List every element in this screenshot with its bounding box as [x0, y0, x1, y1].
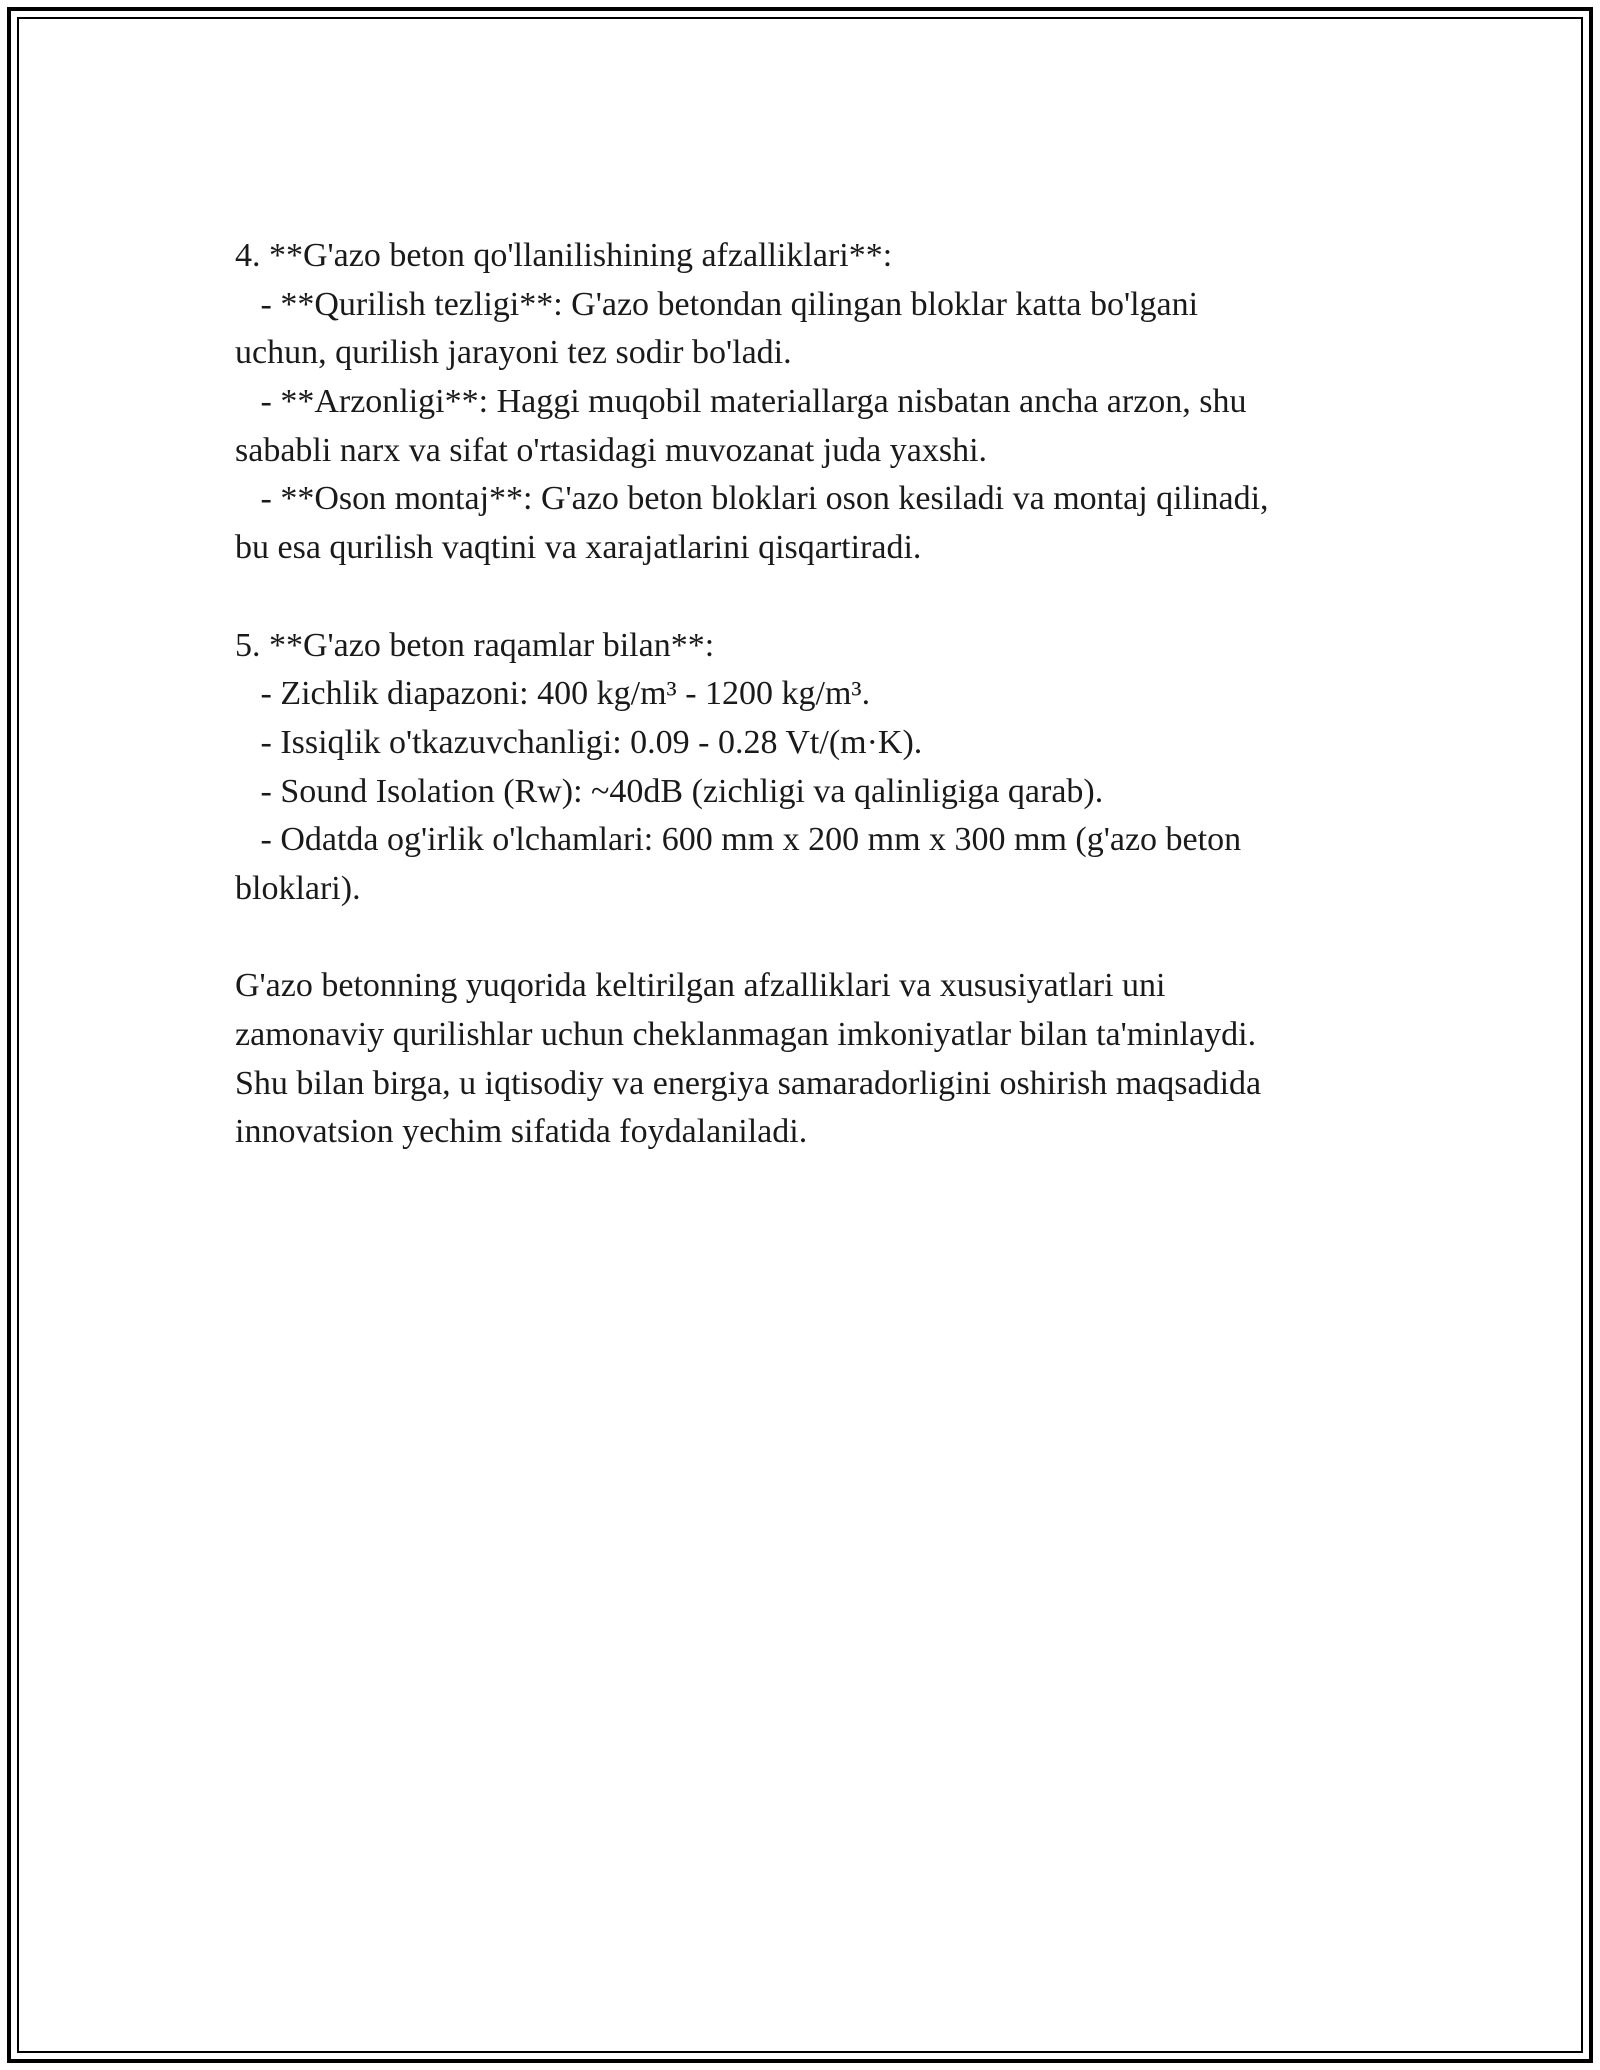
conclusion-line-2: zamonaviy qurilishlar uchun cheklanmagan imkoniyatlar bilan ta'minlaydi.	[235, 1016, 1257, 1053]
conclusion-line-4: innovatsion yechim sifatida foydalaniladi.	[235, 1113, 808, 1151]
section-4-item-3-line-2: bu esa qurilish vaqtini va xarajatlarini qisqartiradi.	[235, 529, 922, 567]
section-5-item-4-line-1: - Odatda og'irlik o'lchamlari: 600 mm x 200 mm x 300 mm (g'azo beton	[235, 821, 1242, 859]
conclusion-line-1: G'azo betonning yuqorida keltirilgan afzalliklari va xususiyatlari uni	[235, 967, 1166, 1005]
section-4-heading: 4. **G'azo beton qo'llanilishining afzalliklari**:	[235, 237, 893, 274]
section-4-item-2-line-2: sababli narx va sifat o'rtasidagi muvozanat juda yaxshi.	[235, 431, 988, 469]
section-4-item-2-line-1: - **Arzonligi**: Haggi muqobil materiallarga nisbatan ancha arzon, shu	[235, 383, 1247, 421]
section-4-item-3-line-1: - **Oson montaj**: G'azo beton bloklari oson kesiladi va montaj qilinadi,	[235, 480, 1269, 518]
paragraph-gap	[235, 573, 1380, 622]
conclusion-paragraph	[235, 962, 1380, 1157]
section-5-item-2: - Issiqlik o'tkazuvchanligi: 0.09 - 0.28 Vt/(m·K).	[235, 723, 923, 761]
conclusion-line-3: Shu bilan birga, u iqtisodiy va energiya samaradorligini oshirish maqsadida	[235, 1064, 1262, 1102]
section-4-item-1-line-2: uchun, qurilish jarayoni tez sodir bo'ladi.	[235, 334, 792, 372]
paragraph-gap	[235, 914, 1380, 963]
section-5-item-3: - Sound Isolation (Rw): ~40dB (zichligi va qalinligiga qarab).	[235, 772, 1104, 810]
section-5-item-4-line-2: bloklari).	[235, 869, 361, 907]
section-5-item-1: - Zichlik diapazoni: 400 kg/m³ - 1200 kg/m³.	[235, 675, 871, 713]
section-5-heading: 5. **G'azo beton raqamlar bilan**:	[235, 626, 715, 664]
section-4-item-1-line-1: - **Qurilish tezligi**: G'azo betondan qilingan bloklar katta bo'lgani	[235, 285, 1199, 323]
section-4	[235, 232, 1380, 573]
document-body	[235, 232, 1380, 1157]
section-5	[235, 622, 1380, 914]
